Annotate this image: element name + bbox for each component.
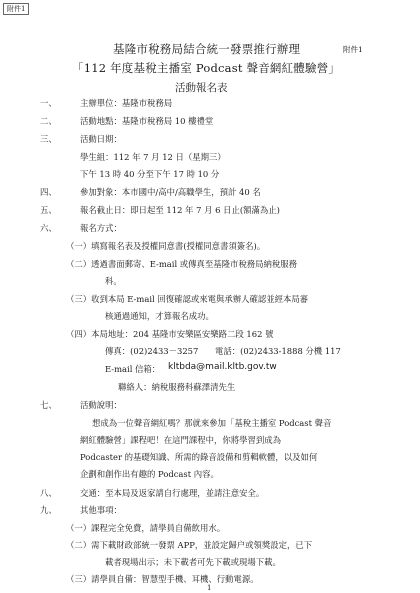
other-item: （三）請學員自備：智慧型手機、耳機、行動電源。 bbox=[66, 574, 259, 584]
signup-item: （二）透過書面郵寄、E-mail 或傳真至基隆市稅務局納稅服務 bbox=[66, 259, 298, 269]
corner-attachment-tag: 附件1 bbox=[3, 3, 29, 15]
audience-line: 參加對象：本市國中/高中/高職學生，預計 40 名 bbox=[80, 187, 261, 197]
signup-item-cont: 科。 bbox=[105, 276, 122, 286]
organizer-line: 主辦單位：基隆市稅務局 bbox=[80, 98, 173, 108]
section-number: 七、 bbox=[40, 400, 57, 410]
email-address[interactable]: kltbda@mail.kltb.gov.tw bbox=[168, 362, 277, 372]
date-heading: 活動日期： bbox=[80, 134, 122, 144]
signup-item-cont: 核通過通知，才算報名成功。 bbox=[105, 311, 214, 321]
contact-line: 聯絡人：納稅服務科蘇澤清先生 bbox=[118, 382, 236, 392]
page-number: 1 bbox=[207, 584, 212, 592]
transport-line: 交通：至本局及返家請自行處理，並請注意安全。 bbox=[80, 488, 265, 498]
section-number: 五、 bbox=[40, 205, 57, 215]
date-line: 學生組：112 年 7 月 12 日（星期三） bbox=[80, 152, 226, 162]
other-heading: 其他事項： bbox=[80, 505, 122, 515]
attachment-label: 附件1 bbox=[343, 45, 363, 54]
form-title: 活動報名表 bbox=[175, 82, 228, 94]
other-item: （一）課程完全免費，請學員自備飲用水。 bbox=[66, 523, 226, 533]
signup-heading: 報名方式： bbox=[80, 223, 122, 233]
venue-line: 活動地點：基隆市稅務局 10 樓禮堂 bbox=[80, 116, 214, 126]
email-label: E-mail 信箱： bbox=[105, 364, 161, 374]
section-number: 六、 bbox=[40, 223, 57, 233]
description-heading: 活動說明： bbox=[80, 400, 122, 410]
section-number: 一、 bbox=[40, 98, 57, 108]
time-line: 下午 13 時 40 分至下午 17 時 10 分 bbox=[80, 169, 220, 179]
event-subtitle: 「112 年度基稅主播室 Podcast 聲音網紅體驗營」 bbox=[72, 61, 341, 75]
section-number: 二、 bbox=[40, 116, 57, 126]
section-number: 三、 bbox=[40, 134, 57, 144]
other-item: （二）需下載財政部統一發票 APP，並設定歸户或領獎設定，已下 bbox=[66, 540, 313, 550]
description-paragraph: 網紅體驗營」課程吧！在這門課程中，你將學習到成為 bbox=[80, 435, 281, 445]
description-paragraph: Podcaster 的基礎知識、所需的錄音設備和剪輯軟體，以及如何 bbox=[80, 452, 318, 462]
signup-item: （三）收到本局 E-mail 回復確認或來電與承辦人確認並經本局審 bbox=[66, 294, 309, 304]
deadline-line: 報名截止日：即日起至 112 年 7 月 6 日止(額滿為止) bbox=[80, 205, 280, 215]
description-paragraph: 想成為一位聲音網紅嗎？那就來參加「基稅主播室 Podcast 聲音 bbox=[92, 418, 332, 428]
description-paragraph: 企劃和創作出有趣的 Podcast 內容。 bbox=[80, 469, 219, 479]
phone-line: 電話：(02)2433-1888 分機 117 bbox=[215, 346, 341, 356]
fax-line: 傳真：(02)2433－3257 bbox=[105, 346, 199, 356]
section-number: 九、 bbox=[40, 505, 57, 515]
signup-item: （四）本局地址：204 基隆市安樂區安樂路二段 162 號 bbox=[66, 329, 274, 339]
section-number: 四、 bbox=[40, 187, 57, 197]
section-number: 八、 bbox=[40, 488, 57, 498]
signup-item: （一）填寫報名表及授權同意書(授權同意書須簽名)。 bbox=[66, 241, 266, 251]
other-item-cont: 載者現場出示；未下載者可先下載或現場下載。 bbox=[105, 557, 281, 567]
document-title: 基隆市稅務局結合統一發票推行辦理 bbox=[113, 42, 301, 56]
